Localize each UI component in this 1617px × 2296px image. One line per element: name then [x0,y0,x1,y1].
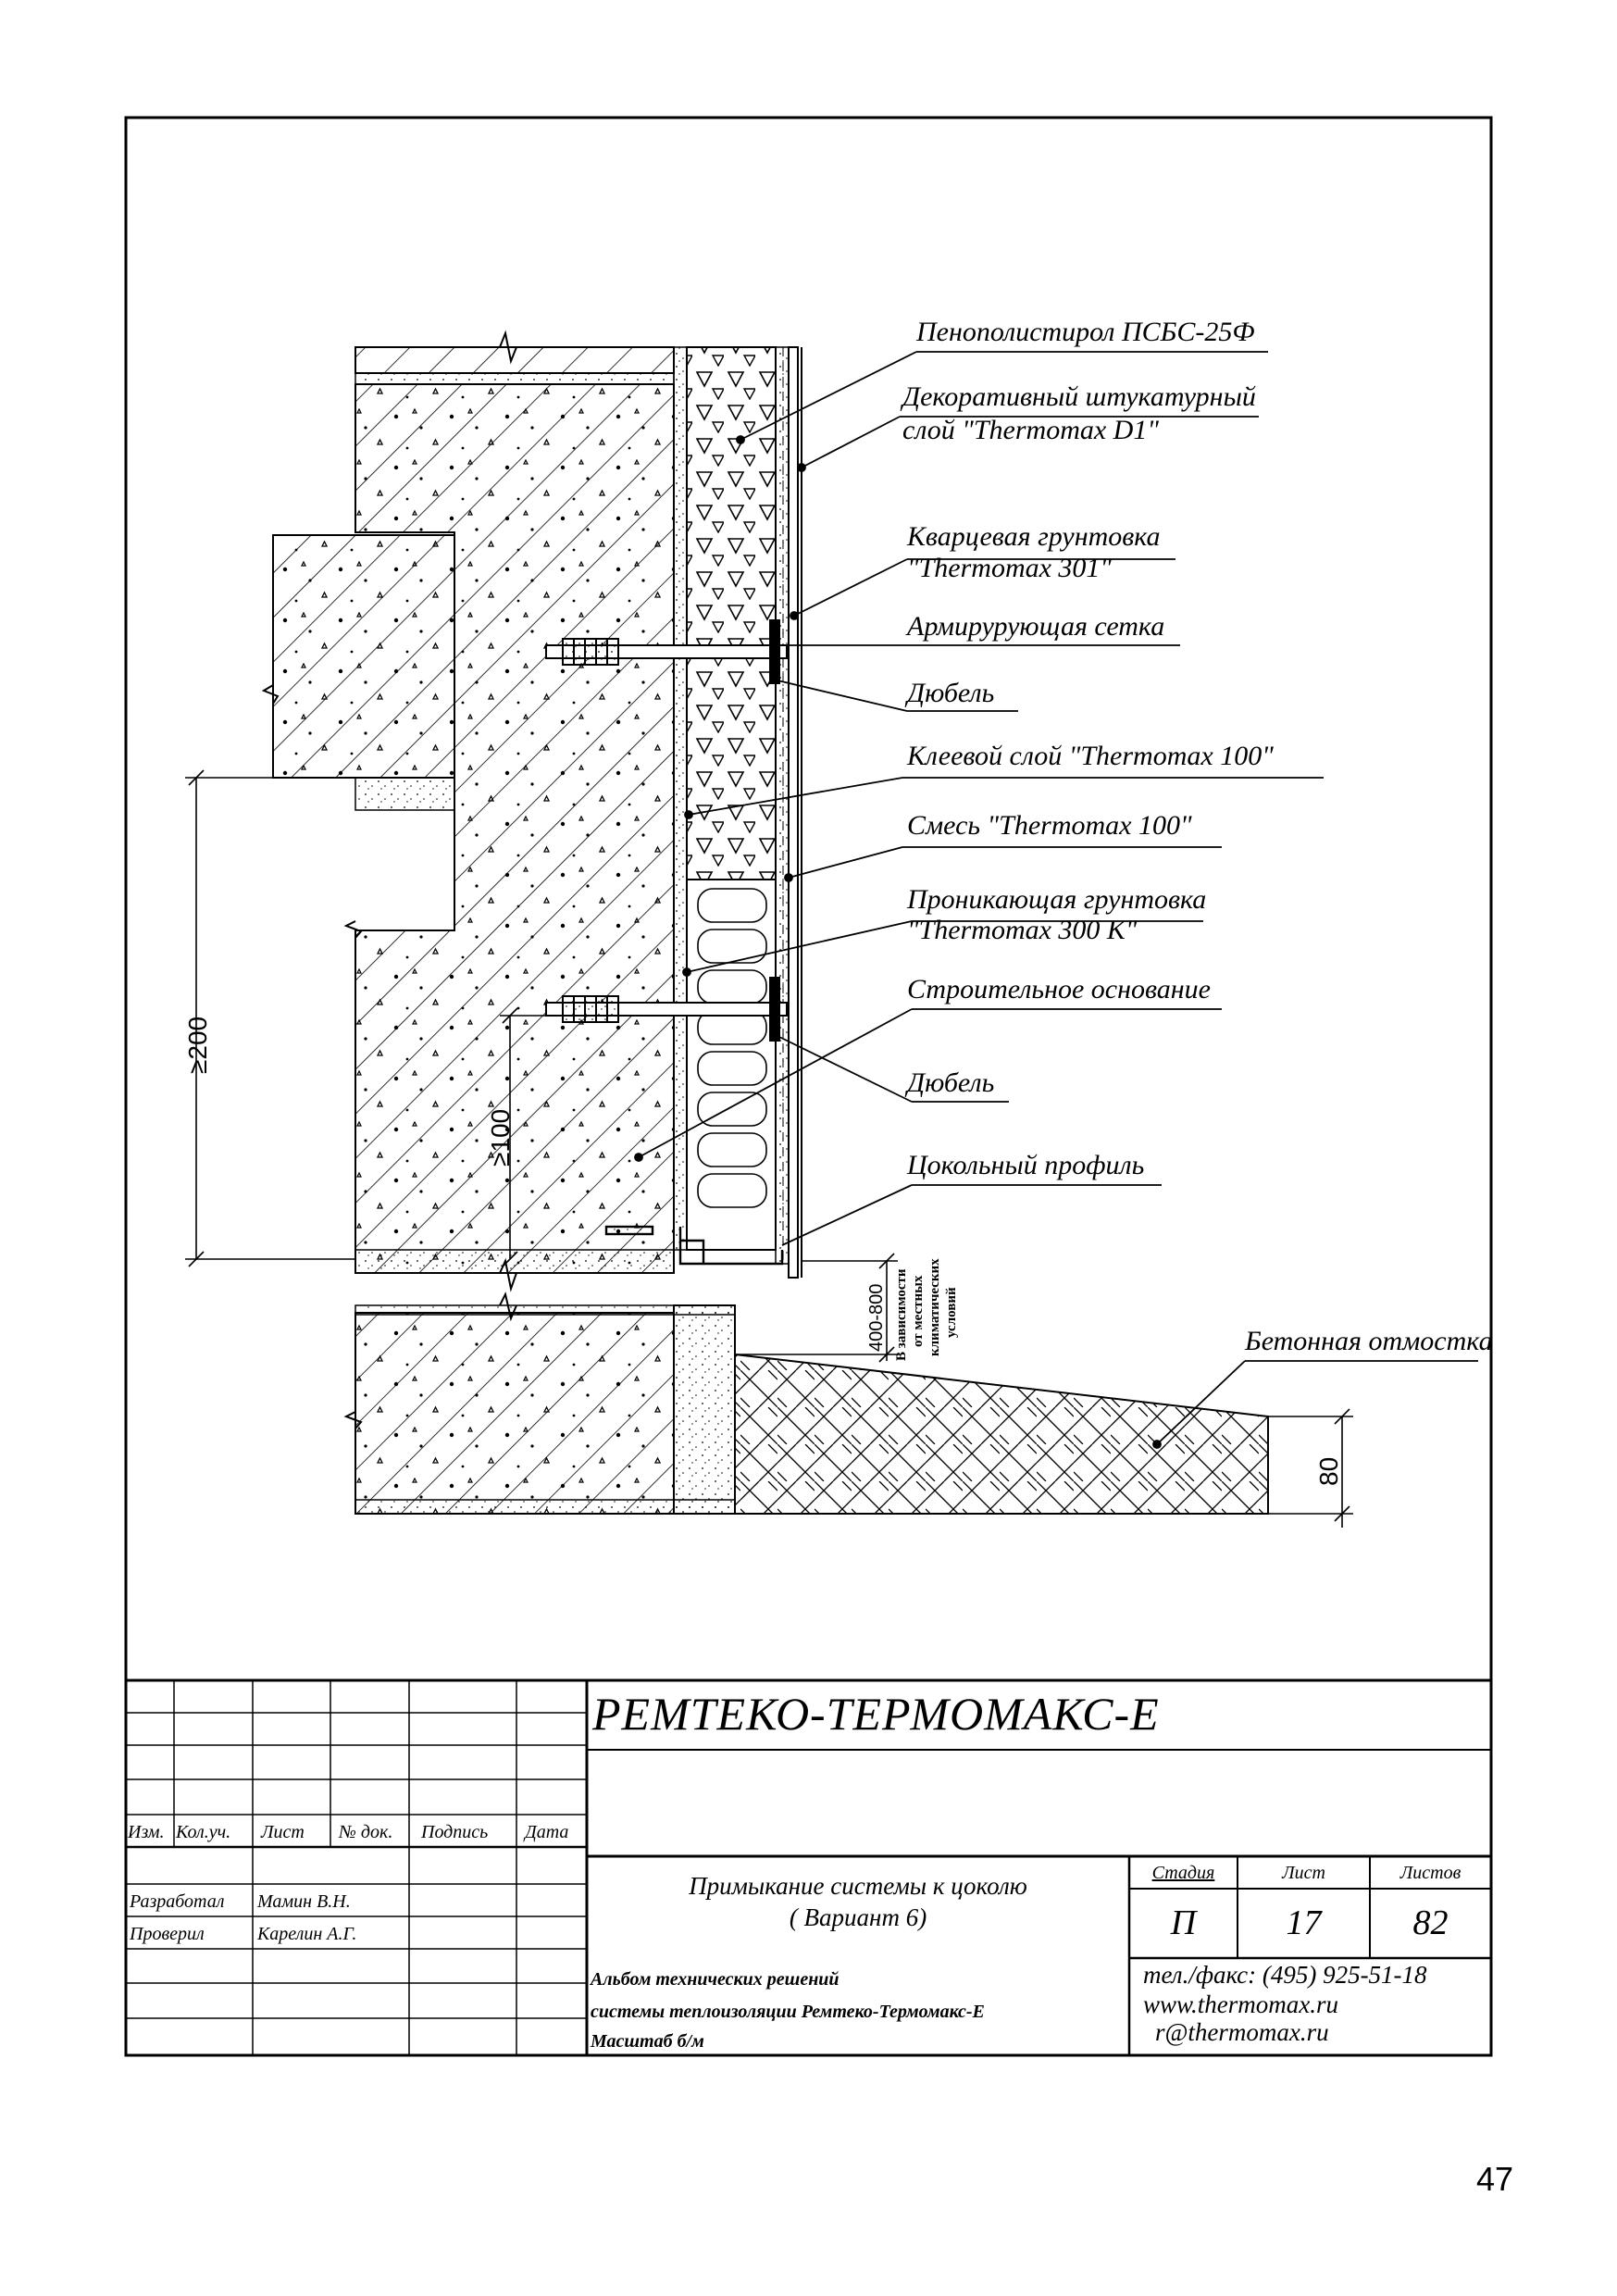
sheets-value: 82 [1412,1903,1449,1942]
header-change: Изм. [128,1822,165,1842]
contact-email: r@thermomax.ru [1155,2018,1329,2046]
developed-by-name: Мамин В.Н. [257,1891,351,1912]
page-number: 47 [1475,2160,1513,2198]
label-penetrating-primer-1: Проникающая грунтовка [907,884,1207,915]
sheets-label: Листов [1399,1863,1462,1883]
label-plinth-profile: Цокольный профиль [907,1150,1145,1180]
album-line-1: Альбом технических решений [591,1969,840,1990]
label-mix: Смесь "Thermomax 100" [907,810,1192,841]
sheet-label: Лист [1282,1863,1325,1883]
dim-80: 80 [1314,1456,1343,1486]
note-climate-3: климатических [927,1258,942,1356]
blind-area [735,1354,1268,1514]
contact-phone: тел./факс: (495) 925-51-18 [1143,1961,1427,1989]
header-date: Дата [525,1822,569,1842]
finish-layers [776,347,802,1278]
note-climate-4: условий [944,1287,959,1338]
foundation-lower [346,1294,735,1514]
checked-by-name: Карелин А.Г. [257,1924,357,1944]
label-decorative-plaster-1: Декоративный штукатурный [902,381,1256,412]
label-quartz-primer-2: "Thermomax 301" [907,553,1113,583]
label-dowel-lower: Дюбель [907,1067,995,1098]
label-eps: Пенополистирол ПСБС-25Ф [916,317,1255,347]
note-climate-2: от местных [911,1275,926,1347]
label-penetrating-primer-2: "Thermomax 300 K" [907,915,1138,945]
label-quartz-primer-1: Кварцевая грунтовка [907,521,1161,552]
adhesive-layer [674,347,687,1250]
drawing-title-line-1: Примыкание системы к цоколю [689,1872,1027,1900]
sheet-value: 17 [1286,1903,1322,1942]
header-signature: Подпись [421,1822,489,1842]
label-building-base: Строительное основание [907,974,1211,1004]
header-doc-number: № док. [339,1822,393,1842]
label-decorative-plaster-2: слой "Thermomax D1" [902,415,1159,445]
drawing-title-line-2: ( Вариант 6) [789,1903,927,1931]
scale-note: Масштаб б/м [591,2031,704,2052]
album-line-2: системы теплоизоляции Ремтеко-Термомакс-Е [591,2002,985,2022]
wall-concrete-upper [264,333,674,1289]
label-dowel-upper: Дюбель [907,678,995,708]
contact-website: www.thermomax.ru [1143,1990,1339,2018]
header-count: Кол.уч. [176,1822,231,1842]
developed-by-label: Разработал [130,1891,225,1912]
label-adhesive-layer: Клеевой слой "Thermomax 100" [907,741,1274,771]
note-climate-1: В зависимости [894,1268,909,1361]
eps-insulation [687,347,776,1250]
company-name: РЕМТЕКО-ТЕРМОМАКС-Е [592,1688,1160,1740]
dim-min-200: ≥200 [183,1016,212,1074]
header-sheet: Лист [261,1822,305,1842]
label-reinforcing-mesh: Армирурующая сетка [907,611,1165,642]
dim-min-100: ≥100 [486,1108,515,1167]
label-concrete-blind-area: Бетонная отмостка [1245,1326,1493,1356]
checked-by-label: Проверил [130,1924,205,1944]
dim-400-800: 400-800 [866,1283,887,1352]
stage-label: Стадия [1151,1863,1215,1883]
stage-value: П [1170,1903,1197,1942]
